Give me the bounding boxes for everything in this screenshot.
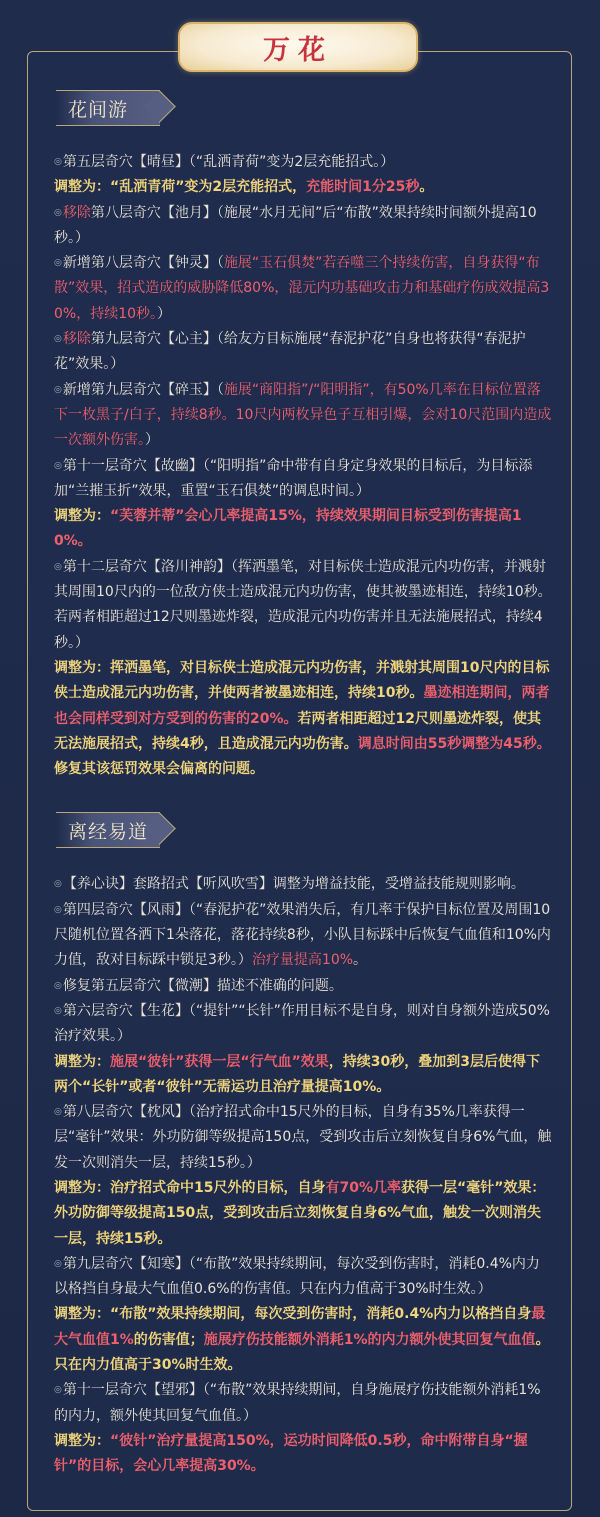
adjustment-item [54, 1176, 552, 1252]
highlight-text: 调息时间由55秒调整为45秒。 [357, 735, 551, 752]
change-item [54, 378, 552, 454]
bullet-icon: ◎ [54, 207, 62, 218]
bullet-icon: ◎ [54, 1385, 62, 1396]
adjustment-item [54, 1050, 552, 1101]
section [54, 90, 552, 782]
change-item [54, 872, 552, 897]
change-item [54, 974, 552, 999]
bullet-icon: ◎ [54, 460, 62, 471]
change-item [54, 1378, 552, 1429]
change-list [54, 872, 552, 1479]
text-segment: ） [157, 305, 172, 322]
text-segment: 第九层奇穴【知寒】（“布散”效果持续期间，每次受到伤害时，消耗0.4%内力以格挡自身最大气血值0.6%的伤害值。只在内力值高于30%时生效。） [54, 1255, 540, 1298]
adjustment-item [54, 175, 552, 200]
page-title: 万花 [263, 34, 333, 66]
bullet-icon: ◎ [54, 1107, 62, 1118]
text-segment: 调整为：挥洒墨笔，对目标侠士造成混元内功伤害，并溅射其周围10尺内的目标侠士造成混元内功伤害，并使两者被墨迹相连，持续10秒。 [54, 659, 550, 702]
text-segment: ） [145, 432, 159, 449]
bullet-icon: ◎ [54, 904, 62, 915]
highlight-text: 移除 [62, 331, 91, 348]
highlight-text: 充能时间1分25秒 [306, 179, 420, 196]
text-segment: 的伤害值； [133, 1331, 204, 1348]
change-list [54, 150, 552, 782]
bullet-icon: ◎ [54, 258, 62, 269]
adjustment-item [54, 656, 552, 782]
bullet-icon: ◎ [54, 384, 62, 395]
highlight-text: “彼针”治疗量提高150%，运功时间降低0.5秒，命中附带自身“握针”的目标，会心几率提高30%。 [54, 1432, 528, 1475]
change-item [54, 454, 552, 505]
text-segment: 新增第九层奇穴【碎玉】（ [62, 381, 224, 398]
highlight-text: 施展疗伤技能额外消耗1%的内力额外使其回复气血值 [203, 1331, 536, 1348]
bullet-icon: ◎ [54, 561, 62, 572]
section-tag [56, 812, 160, 848]
text-segment: 【养心诀】套路招式【听风吹雪】调整为增益技能，受增益技能规则影响。 [62, 876, 525, 893]
change-item [54, 201, 552, 252]
highlight-text: 最大气血值1% [54, 1306, 546, 1348]
section-title: 离经易道 [68, 821, 149, 844]
text-segment: 调整为： [54, 1053, 110, 1070]
change-item [54, 999, 552, 1050]
text-segment: 。 [419, 179, 434, 196]
text-segment: 修复第五层奇穴【微潮】描述不准确的问题。 [62, 977, 343, 994]
adjustment-item [54, 504, 552, 555]
text-segment: 调整为：“乱洒青荷”变为2层充能招式， [54, 179, 307, 196]
highlight-text: 施展“玉石俱焚”若吞噬三个持续伤害，自身获得“布散”效果，招式造成的威胁降低80%，混元内功基础攻击力和基础疗伤成效提高30%，持续10秒。 [54, 255, 550, 322]
highlight-text: 墨迹相连期间，两者也会同样受到对方受到的伤害的20%。 [54, 685, 550, 727]
bullet-icon: ◎ [54, 980, 62, 991]
bullet-icon: ◎ [54, 1258, 62, 1269]
change-item [54, 1252, 552, 1303]
text-segment: ，持续30秒，叠加到3层后使得下两个“长针”或者“彼针”无需运功且治疗量提高10%。 [54, 1053, 541, 1095]
title-banner [178, 22, 418, 72]
text-segment: 第八层奇穴【枕风】（治疗招式命中15尺外的目标，自身有35%几率获得一层“毫针”效果：外功防御等级提高150点，受到攻击后立刻恢复自身6%气血，触发一次则消失一层，持续15秒。） [54, 1104, 552, 1171]
adjustment-item [54, 1429, 552, 1480]
text-segment: 第九层奇穴【心主】（给友方目标施展“春泥护花”自身也将获得“春泥护花”效果。） [54, 331, 526, 373]
highlight-text: 有70%几率 [325, 1179, 401, 1196]
text-segment: 第十一层奇穴【故幽】（“阳明指”命中带有自身定身效果的目标后，为目标添加“兰摧玉折”效果，重置“玉石俱焚”的调息时间。） [54, 457, 533, 499]
bullet-icon: ◎ [54, 879, 62, 890]
patch-notes-content [54, 90, 552, 1510]
change-item [54, 251, 552, 327]
bullet-icon: ◎ [54, 157, 62, 167]
text-segment: 修复其该惩罚效果会偏离的问题。 [54, 761, 264, 778]
text-segment: 第八层奇穴【池月】（施展“水月无间”后“布散”效果持续时间额外提高10秒。） [54, 204, 537, 246]
section-title: 花间游 [68, 99, 129, 121]
highlight-text: 施展“彼针”获得一层“行气血”效果 [110, 1053, 329, 1070]
change-item [54, 150, 552, 175]
text-segment: 。只在内力值高于30%时生效。 [54, 1331, 550, 1374]
text-segment: 第四层奇穴【风雨】（“春泥护花”效果消失后，有几率于保护目标位置及周围10尺随机位置各洒下1朵落花，落花持续8秒，小队目标踩中后恢复气血值和10%内力值，敌对目标踩中锁足3秒。） [54, 901, 551, 969]
text-segment: 。 [353, 952, 368, 969]
text-segment: 第五层奇穴【晴昼】（“乱洒青荷”变为2层充能招式。） [62, 154, 395, 170]
change-item [54, 555, 552, 656]
highlight-text: “芙蓉并蒂”会心几率提高15%，持续效果期间目标受到伤害提高10%。 [54, 508, 522, 550]
highlight-text: 施展“商阳指”/“阳明指”，有50%几率在目标位置落下一枚黑子/白子，持续8秒。10尺内两枚异色子互相引爆，会对10尺范围内造成一次额外伤害。 [54, 381, 552, 449]
text-segment: 若两者相距超过12尺则墨迹炸裂，使其无法施展招式，持续4秒，且造成混元内功伤害。 [54, 710, 541, 752]
section [54, 812, 552, 1479]
section-tag [56, 90, 160, 126]
text-segment: 第十一层奇穴【望邪】（“布散”效果持续期间，自身施展疗伤技能额外消耗1%的内力，额外使其回复气血值。） [54, 1382, 541, 1424]
change-item [54, 1100, 552, 1176]
text-segment: 第十二层奇穴【洛川神韵】（挥洒墨笔，对目标侠士造成混元内功伤害，并溅射其周围10尺内的一位敌方侠士造成混元内功伤害，使其被墨迹相连，持续10秒。若两者相距超过12尺则墨迹炸裂，造成混元内功伤害并且无法施展招式，持续4秒。） [54, 558, 552, 651]
text-segment: 调整为： [54, 508, 110, 525]
text-segment: 第六层奇穴【生花】（“提针”“长针”作用目标不是自身，则对自身额外造成50%治疗效果。） [54, 1002, 550, 1045]
text-segment: 调整为：“布散”效果持续期间，每次受到伤害时，消耗0.4%内力以格挡自身 [54, 1306, 532, 1323]
bullet-icon: ◎ [54, 334, 62, 345]
highlight-text: 治疗量提高10% [251, 952, 354, 969]
bullet-icon: ◎ [54, 1005, 62, 1016]
text-segment: 获得一层“毫针”效果：外功防御等级提高150点，受到攻击后立刻恢复自身6%气血，触发一次则消失一层，持续15秒。 [54, 1179, 546, 1247]
highlight-text: 移除 [62, 204, 91, 221]
text-segment: 调整为：治疗招式命中15尺外的目标，自身 [54, 1179, 326, 1196]
change-item [54, 898, 552, 974]
text-segment: 调整为： [54, 1432, 110, 1449]
change-item [54, 327, 552, 378]
text-segment: 新增第八层奇穴【钟灵】（ [62, 255, 224, 272]
adjustment-item [54, 1302, 552, 1378]
